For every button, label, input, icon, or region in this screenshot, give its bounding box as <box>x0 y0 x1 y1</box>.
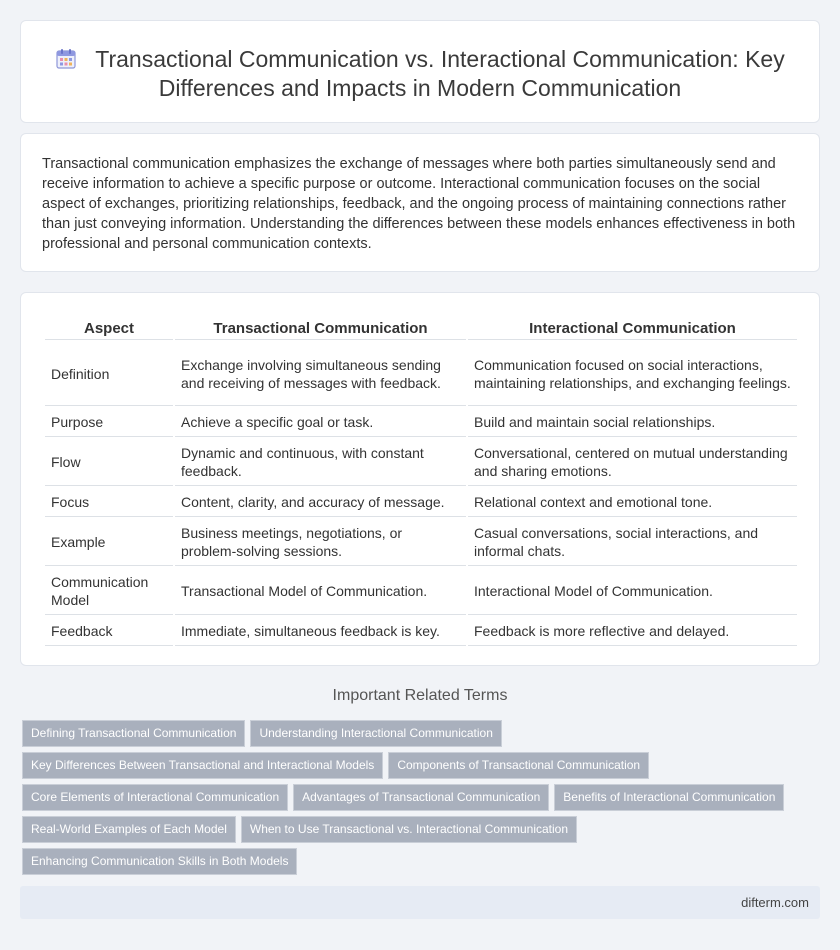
related-term-tag[interactable]: Key Differences Between Transactional and Interactional Models <box>22 752 383 779</box>
transactional-cell: Exchange involving simultaneous sending and receiving of messages with feedback. <box>175 342 466 406</box>
table-row <box>45 617 797 646</box>
aspect-cell: Communication Model <box>45 568 173 615</box>
transactional-cell: Dynamic and continuous, with constant feedback. <box>175 439 466 486</box>
related-term-tag[interactable]: When to Use Transactional vs. Interactional Communication <box>241 816 577 843</box>
interactional-cell: Conversational, centered on mutual understanding and sharing emotions. <box>468 439 797 486</box>
header-interactional: Interactional Communication <box>468 317 797 340</box>
transactional-cell: Content, clarity, and accuracy of message. <box>175 488 466 517</box>
intro-card <box>20 133 820 272</box>
table-row <box>45 488 797 517</box>
table-row <box>45 408 797 437</box>
transactional-cell: Transactional Model of Communication. <box>175 568 466 615</box>
related-term-tag[interactable]: Components of Transactional Communication <box>388 752 649 779</box>
title-card <box>20 20 820 123</box>
interactional-cell: Interactional Model of Communication. <box>468 568 797 615</box>
transactional-cell: Immediate, simultaneous feedback is key. <box>175 617 466 646</box>
transactional-cell: Business meetings, negotiations, or problem-solving sessions. <box>175 519 466 566</box>
related-term-tag[interactable]: Understanding Interactional Communication <box>250 720 501 747</box>
aspect-cell: Feedback <box>45 617 173 646</box>
table-row <box>45 439 797 486</box>
aspect-cell: Focus <box>45 488 173 517</box>
interactional-cell: Relational context and emotional tone. <box>468 488 797 517</box>
aspect-cell: Definition <box>45 342 173 406</box>
footer-site-link[interactable]: difterm.com <box>741 895 809 910</box>
related-term-tag[interactable]: Benefits of Interactional Communication <box>554 784 784 811</box>
comparison-table <box>43 315 799 648</box>
header-aspect: Aspect <box>45 317 173 340</box>
table-row <box>45 342 797 406</box>
related-term-tag[interactable]: Defining Transactional Communication <box>22 720 245 747</box>
related-terms-list <box>22 719 802 879</box>
interactional-cell: Build and maintain social relationships. <box>468 408 797 437</box>
calendar-icon <box>55 48 77 70</box>
related-term-tag[interactable]: Real-World Examples of Each Model <box>22 816 236 843</box>
interactional-cell: Casual conversations, social interactions, and informal chats. <box>468 519 797 566</box>
interactional-cell: Feedback is more reflective and delayed. <box>468 617 797 646</box>
aspect-cell: Example <box>45 519 173 566</box>
related-term-tag[interactable]: Core Elements of Interactional Communication <box>22 784 288 811</box>
table-row <box>45 519 797 566</box>
intro-paragraph: Transactional communication emphasizes the exchange of messages where both parties simultaneously send and receive information to achieve a specific purpose or outcome. Interactional communication focuses on the social aspect of exchanges, prioritizing relationships, feedback, and the ongoing process of maintaining connections rather than just conveying information. Understanding the differences between these models enhances effectiveness in both professional and personal communication contexts. <box>42 156 796 252</box>
table-header-row <box>45 317 797 340</box>
footer <box>20 886 820 919</box>
related-terms-title: Important Related Terms <box>332 687 508 704</box>
page-title-text: Transactional Communication vs. Interactional Communication: Key Differences and Impacts in Modern Communication <box>95 46 785 101</box>
aspect-cell: Flow <box>45 439 173 486</box>
header-transactional: Transactional Communication <box>175 317 466 340</box>
interactional-cell: Communication focused on social interactions, maintaining relationships, and exchanging feelings. <box>468 342 797 406</box>
comparison-card <box>20 292 820 666</box>
table-row <box>45 568 797 615</box>
related-term-tag[interactable]: Advantages of Transactional Communication <box>293 784 549 811</box>
aspect-cell: Purpose <box>45 408 173 437</box>
page-title <box>21 45 819 103</box>
transactional-cell: Achieve a specific goal or task. <box>175 408 466 437</box>
related-term-tag[interactable]: Enhancing Communication Skills in Both Models <box>22 848 297 875</box>
